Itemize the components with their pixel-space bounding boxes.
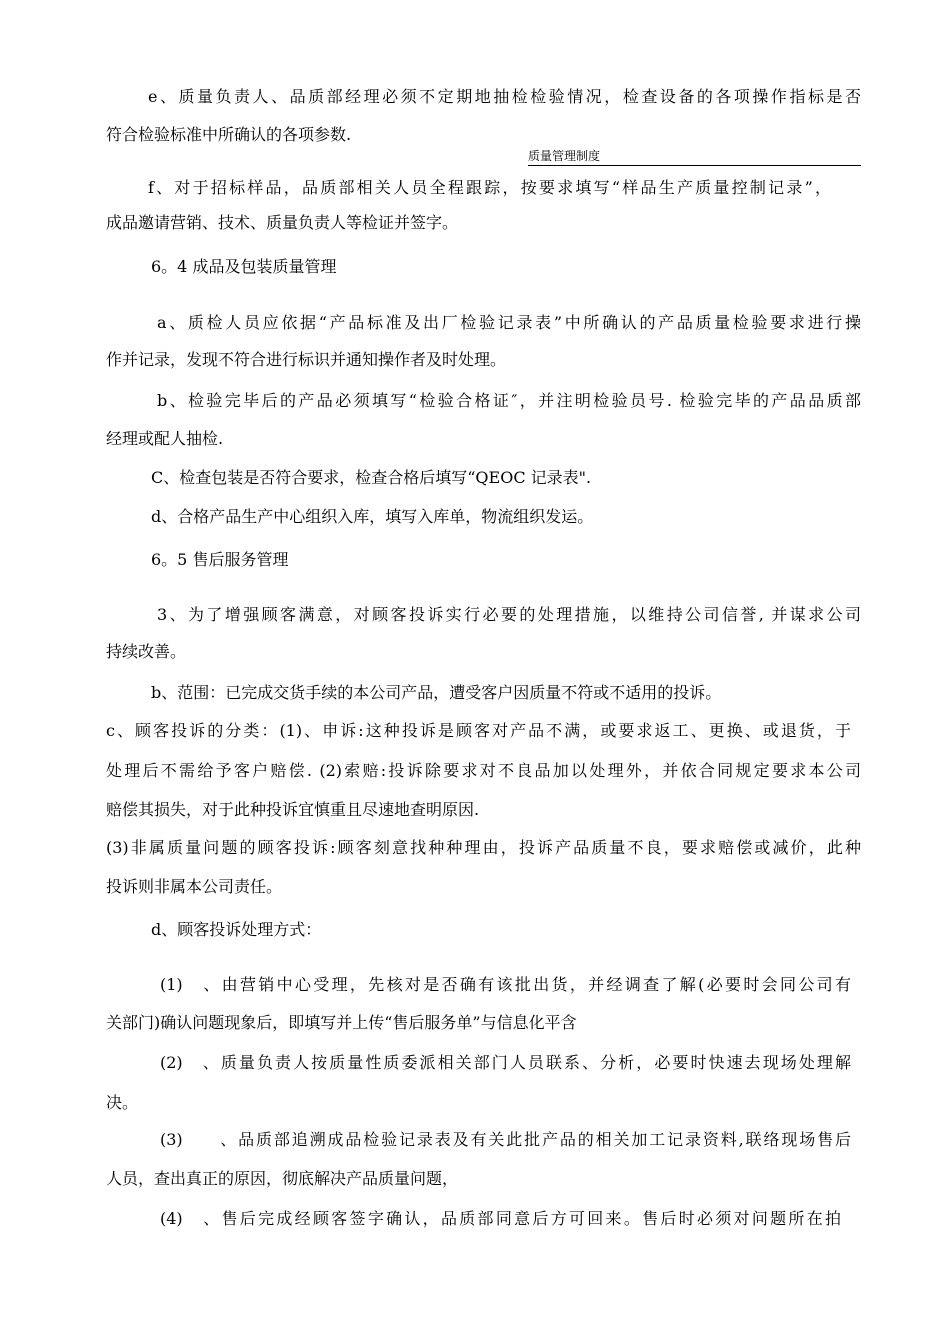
- step-2-line1: (2) 、质量负责人按质量性质委派相关部门人员联系、分析，必要时快速去现场处理解: [160, 1053, 851, 1072]
- para-e-line2: 符合检验标准中所确认的各项参数.: [106, 125, 352, 144]
- service-para-b: b、范围：已完成交货手续的本公司产品，遭受客户因质量不符或不适用的投诉。: [151, 683, 722, 702]
- step-1-line1: (1) 、由营销中心受理，先核对是否确有该批出货，并经调查了解(必要时会同公司有: [160, 975, 851, 994]
- para-f-line1: f、对于招标样品，品质部相关人员全程跟踪，按要求填写“样品生产质量控制记录”，: [148, 178, 831, 197]
- step-2-line2: 决。: [106, 1093, 139, 1112]
- para-b-line2: 经理或配人抽检.: [106, 429, 224, 448]
- step-3-line1: (3) 、品质部追溯成品检验记录表及有关此批产品的相关加工记录资料,联络现场售后: [160, 1130, 851, 1149]
- para-c: C、检查包装是否符合要求，检查合格后填写“QEOC 记录表".: [151, 468, 592, 487]
- service-para-d: d、顾客投诉处理方式：: [151, 920, 322, 939]
- service-para-3-line1: 3、为了增强顾客满意，对顾客投诉实行必要的处理措施，以维持公司信誉, 并谋求公司: [157, 605, 861, 624]
- para-b-line1: b、检验完毕后的产品必须填写“检验合格证″，并注明检验员号. 检验完毕的产品品质部: [157, 391, 861, 410]
- service-para-c-line3: 赔偿其损失，对于此种投诉宜慎重且尽速地查明原因.: [106, 800, 480, 819]
- para-a-line1: a、质检人员应依据“产品标准及出厂检验记录表”中所确认的产品质量检验要求进行操: [157, 313, 861, 332]
- para-a-line2: 作并记录，发现不符合进行标识并通知操作者及时处理。: [106, 350, 507, 369]
- step-1-line2: 关部门)确认问题现象后，即填写并上传“售后服务单”与信息化平含: [106, 1013, 577, 1032]
- step-3-line2: 人员，查出真正的原因，彻底解决产品质量问题，: [106, 1169, 459, 1188]
- service-para-c-line2: 处理后不需给予客户赔偿. (2)索赔:投诉除要求对不良品加以处理外，并依合同规定要求本公司: [106, 761, 861, 780]
- section-heading-6-4: 6。4 成品及包装质量管理: [151, 257, 337, 276]
- para-f-line2: 成品邀请营销、技术、质量负责人等检证并签字。: [106, 213, 459, 232]
- service-para-3-line2: 持续改善。: [106, 642, 187, 661]
- service-para-c-line4: (3)非属质量问题的顾客投诉:顾客刻意找种种理由，投诉产品质量不良，要求赔偿或减价，此种: [106, 838, 861, 857]
- running-header: 质量管理制度: [528, 148, 861, 166]
- step-4-line1: (4) 、售后完成经顾客签字确认，品质部同意后方可回来。售后时必须对问题所在拍: [160, 1209, 841, 1228]
- service-para-c-line1: c、顾客投诉的分类：(1)、申诉:这种投诉是顾客对产品不满，或要求返工、更换、或退货，于: [106, 721, 851, 740]
- section-heading-6-5: 6。5 售后服务管理: [151, 550, 289, 569]
- para-d: d、合格产品生产中心组织入库，填写入库单，物流组织发运。: [151, 507, 594, 526]
- para-e-line1: e、质量负责人、品质部经理必须不定期地抽检检验情况，检查设备的各项操作指标是否: [148, 87, 861, 106]
- service-para-c-line5: 投诉则非属本公司责任。: [106, 877, 283, 896]
